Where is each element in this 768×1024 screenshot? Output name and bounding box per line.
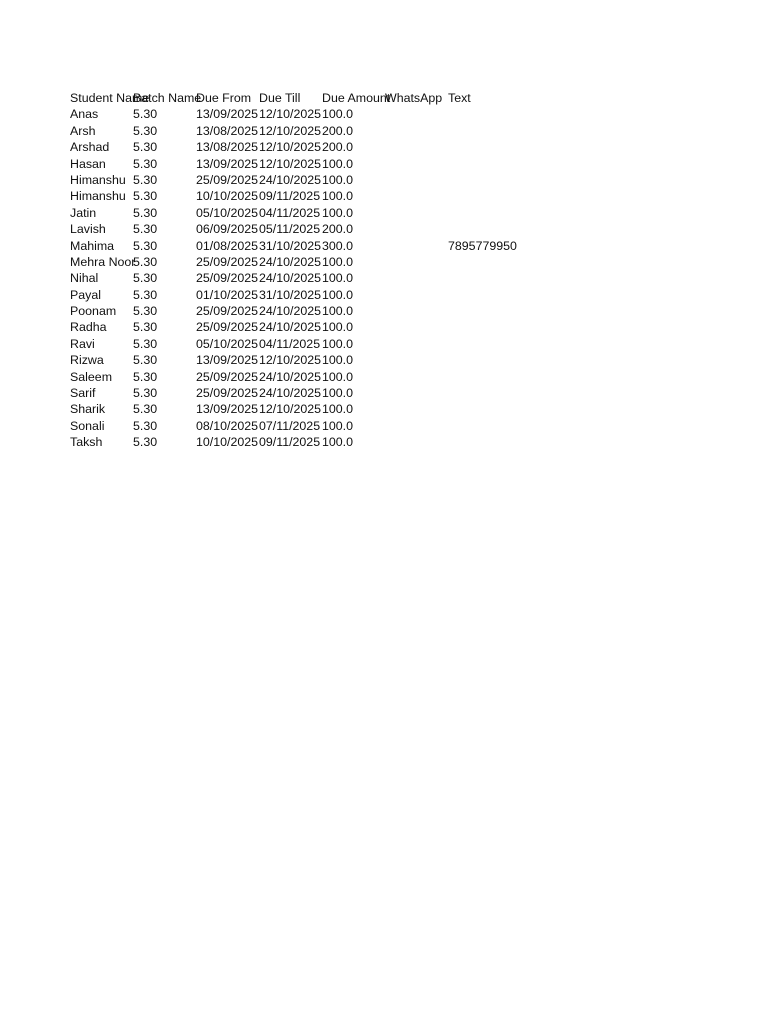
cell-due-from[interactable]: 08/10/2025 — [196, 418, 259, 433]
cell-batch-name[interactable]: 5.30 — [133, 369, 158, 384]
cell-due-from[interactable]: 10/10/2025 — [196, 189, 259, 204]
cell-due-amount[interactable]: 100.0 — [322, 435, 354, 450]
cell-due-amount[interactable]: 100.0 — [322, 402, 354, 417]
cell-whatsapp[interactable] — [385, 205, 447, 221]
cell-due-till[interactable]: 07/11/2025 — [259, 418, 321, 433]
cell-due-from[interactable]: 25/09/2025 — [196, 254, 259, 269]
cell-due-till[interactable]: 04/11/2025 — [259, 336, 321, 351]
cell-whatsapp[interactable] — [385, 221, 447, 237]
cell-student-name[interactable]: Taksh — [70, 435, 103, 450]
cell-due-from[interactable]: 25/09/2025 — [196, 320, 259, 335]
cell-due-amount[interactable]: 100.0 — [322, 271, 354, 286]
cell-student-name[interactable]: Nihal — [70, 271, 99, 286]
cell-due-till[interactable]: 31/10/2025 — [259, 238, 322, 253]
cell-due-till[interactable]: 12/10/2025 — [259, 107, 322, 122]
cell-whatsapp[interactable] — [385, 369, 447, 385]
cell-batch-name[interactable]: 5.30 — [133, 254, 158, 269]
cell-text[interactable] — [448, 172, 548, 188]
cell-student-name[interactable]: Mahima — [70, 238, 115, 253]
cell-student-name[interactable]: Hasan — [70, 156, 106, 171]
cell-due-from[interactable]: 25/09/2025 — [196, 386, 259, 401]
cell-text[interactable] — [448, 287, 548, 303]
cell-due-till[interactable]: 12/10/2025 — [259, 123, 322, 138]
cell-whatsapp[interactable] — [385, 418, 447, 434]
cell-due-from[interactable]: 01/10/2025 — [196, 287, 259, 302]
cell-student-name[interactable]: Himanshu — [70, 172, 126, 187]
cell-text[interactable] — [448, 319, 548, 335]
cell-due-from[interactable]: 13/09/2025 — [196, 107, 259, 122]
cell-due-amount[interactable]: 100.0 — [322, 336, 354, 351]
cell-whatsapp[interactable] — [385, 401, 447, 417]
cell-batch-name[interactable]: 5.30 — [133, 402, 158, 417]
cell-due-till[interactable]: 24/10/2025 — [259, 386, 322, 401]
cell-due-amount[interactable]: 100.0 — [322, 254, 354, 269]
cell-student-name[interactable]: Radha — [70, 320, 107, 335]
cell-due-from[interactable]: 05/10/2025 — [196, 205, 259, 220]
cell-text[interactable] — [448, 418, 548, 434]
header-batch-name[interactable]: Batch Name — [133, 91, 202, 105]
cell-due-till[interactable]: 31/10/2025 — [259, 287, 322, 302]
cell-text[interactable]: 7895779950 — [448, 238, 517, 253]
cell-student-name[interactable]: Sarif — [70, 386, 96, 401]
cell-whatsapp[interactable] — [385, 270, 447, 286]
cell-batch-name[interactable]: 5.30 — [133, 287, 158, 302]
cell-due-from[interactable]: 01/08/2025 — [196, 238, 259, 253]
cell-student-name[interactable]: Arsh — [70, 123, 96, 138]
cell-due-amount[interactable]: 100.0 — [322, 304, 354, 319]
cell-text[interactable] — [448, 352, 548, 368]
cell-due-amount[interactable]: 100.0 — [322, 172, 354, 187]
cell-text[interactable] — [448, 139, 548, 155]
cell-due-till[interactable]: 09/11/2025 — [259, 189, 321, 204]
header-student-name[interactable]: Student Name — [70, 91, 150, 105]
header-due-amount[interactable]: Due Amount — [322, 91, 391, 105]
cell-whatsapp[interactable] — [385, 156, 447, 172]
cell-whatsapp[interactable] — [385, 434, 447, 450]
cell-text[interactable] — [448, 254, 548, 270]
cell-due-till[interactable]: 04/11/2025 — [259, 205, 321, 220]
cell-batch-name[interactable]: 5.30 — [133, 435, 158, 450]
cell-due-amount[interactable]: 100.0 — [322, 189, 354, 204]
cell-due-till[interactable]: 12/10/2025 — [259, 156, 322, 171]
cell-whatsapp[interactable] — [385, 385, 447, 401]
cell-whatsapp[interactable] — [385, 123, 447, 139]
cell-student-name[interactable]: Jatin — [70, 205, 97, 220]
cell-whatsapp[interactable] — [385, 139, 447, 155]
cell-batch-name[interactable]: 5.30 — [133, 336, 158, 351]
cell-whatsapp[interactable] — [385, 254, 447, 270]
cell-due-from[interactable]: 13/09/2025 — [196, 402, 259, 417]
cell-due-from[interactable]: 13/08/2025 — [196, 140, 259, 155]
cell-text[interactable] — [448, 401, 548, 417]
cell-due-amount[interactable]: 100.0 — [322, 369, 354, 384]
cell-due-from[interactable]: 13/08/2025 — [196, 123, 259, 138]
cell-student-name[interactable]: Arshad — [70, 140, 110, 155]
cell-due-amount[interactable]: 100.0 — [322, 353, 354, 368]
cell-whatsapp[interactable] — [385, 106, 447, 122]
cell-batch-name[interactable]: 5.30 — [133, 172, 158, 187]
cell-student-name[interactable]: Payal — [70, 287, 101, 302]
cell-batch-name[interactable]: 5.30 — [133, 418, 158, 433]
cell-due-from[interactable]: 25/09/2025 — [196, 304, 259, 319]
cell-due-from[interactable]: 25/09/2025 — [196, 369, 259, 384]
cell-whatsapp[interactable] — [385, 188, 447, 204]
cell-text[interactable] — [448, 270, 548, 286]
cell-due-amount[interactable]: 100.0 — [322, 205, 354, 220]
cell-due-till[interactable]: 24/10/2025 — [259, 369, 322, 384]
cell-student-name[interactable]: Mehra Noor — [70, 254, 136, 269]
cell-whatsapp[interactable] — [385, 303, 447, 319]
header-text[interactable]: Text — [448, 91, 471, 105]
cell-text[interactable] — [448, 106, 548, 122]
cell-due-from[interactable]: 10/10/2025 — [196, 435, 259, 450]
cell-batch-name[interactable]: 5.30 — [133, 189, 158, 204]
cell-due-from[interactable]: 25/09/2025 — [196, 172, 259, 187]
cell-batch-name[interactable]: 5.30 — [133, 107, 158, 122]
cell-whatsapp[interactable] — [385, 238, 447, 254]
cell-due-amount[interactable]: 200.0 — [322, 123, 354, 138]
cell-due-till[interactable]: 12/10/2025 — [259, 402, 322, 417]
cell-whatsapp[interactable] — [385, 352, 447, 368]
cell-student-name[interactable]: Lavish — [70, 222, 106, 237]
cell-batch-name[interactable]: 5.30 — [133, 271, 158, 286]
cell-due-amount[interactable]: 200.0 — [322, 140, 354, 155]
cell-due-amount[interactable]: 100.0 — [322, 386, 354, 401]
cell-batch-name[interactable]: 5.30 — [133, 123, 158, 138]
cell-batch-name[interactable]: 5.30 — [133, 156, 158, 171]
cell-due-till[interactable]: 24/10/2025 — [259, 271, 322, 286]
cell-text[interactable] — [448, 188, 548, 204]
cell-due-from[interactable]: 25/09/2025 — [196, 271, 259, 286]
cell-due-till[interactable]: 24/10/2025 — [259, 320, 322, 335]
cell-student-name[interactable]: Himanshu — [70, 189, 126, 204]
cell-student-name[interactable]: Sonali — [70, 418, 105, 433]
cell-student-name[interactable]: Rizwa — [70, 353, 104, 368]
cell-text[interactable] — [448, 303, 548, 319]
cell-due-from[interactable]: 13/09/2025 — [196, 156, 259, 171]
cell-due-till[interactable]: 12/10/2025 — [259, 353, 322, 368]
cell-text[interactable] — [448, 221, 548, 237]
cell-text[interactable] — [448, 385, 548, 401]
cell-due-till[interactable]: 24/10/2025 — [259, 304, 322, 319]
cell-due-amount[interactable]: 100.0 — [322, 320, 354, 335]
cell-whatsapp[interactable] — [385, 336, 447, 352]
cell-batch-name[interactable]: 5.30 — [133, 222, 158, 237]
header-whatsapp[interactable]: WhatsApp — [385, 91, 443, 105]
cell-text[interactable] — [448, 205, 548, 221]
cell-due-from[interactable]: 13/09/2025 — [196, 353, 259, 368]
cell-student-name[interactable]: Anas — [70, 107, 99, 122]
cell-text[interactable] — [448, 123, 548, 139]
cell-batch-name[interactable]: 5.30 — [133, 386, 158, 401]
cell-due-till[interactable]: 09/11/2025 — [259, 435, 321, 450]
cell-due-amount[interactable]: 300.0 — [322, 238, 354, 253]
cell-batch-name[interactable]: 5.30 — [133, 140, 158, 155]
cell-whatsapp[interactable] — [385, 172, 447, 188]
cell-due-amount[interactable]: 100.0 — [322, 156, 354, 171]
cell-due-amount[interactable]: 100.0 — [322, 287, 354, 302]
cell-due-from[interactable]: 06/09/2025 — [196, 222, 259, 237]
cell-student-name[interactable]: Saleem — [70, 369, 113, 384]
cell-due-from[interactable]: 05/10/2025 — [196, 336, 259, 351]
header-due-till[interactable]: Due Till — [259, 91, 301, 105]
cell-text[interactable] — [448, 434, 548, 450]
cell-due-till[interactable]: 24/10/2025 — [259, 254, 322, 269]
cell-text[interactable] — [448, 156, 548, 172]
cell-batch-name[interactable]: 5.30 — [133, 205, 158, 220]
cell-due-amount[interactable]: 100.0 — [322, 418, 354, 433]
cell-batch-name[interactable]: 5.30 — [133, 238, 158, 253]
cell-batch-name[interactable]: 5.30 — [133, 304, 158, 319]
cell-student-name[interactable]: Ravi — [70, 336, 95, 351]
cell-whatsapp[interactable] — [385, 319, 447, 335]
cell-due-till[interactable]: 24/10/2025 — [259, 172, 322, 187]
cell-text[interactable] — [448, 336, 548, 352]
cell-due-till[interactable]: 05/11/2025 — [259, 222, 321, 237]
cell-due-amount[interactable]: 200.0 — [322, 222, 354, 237]
cell-batch-name[interactable]: 5.30 — [133, 353, 158, 368]
cell-due-till[interactable]: 12/10/2025 — [259, 140, 322, 155]
cell-batch-name[interactable]: 5.30 — [133, 320, 158, 335]
cell-student-name[interactable]: Poonam — [70, 304, 117, 319]
header-due-from[interactable]: Due From — [196, 91, 252, 105]
cell-student-name[interactable]: Sharik — [70, 402, 106, 417]
cell-text[interactable] — [448, 369, 548, 385]
cell-whatsapp[interactable] — [385, 287, 447, 303]
cell-due-amount[interactable]: 100.0 — [322, 107, 354, 122]
